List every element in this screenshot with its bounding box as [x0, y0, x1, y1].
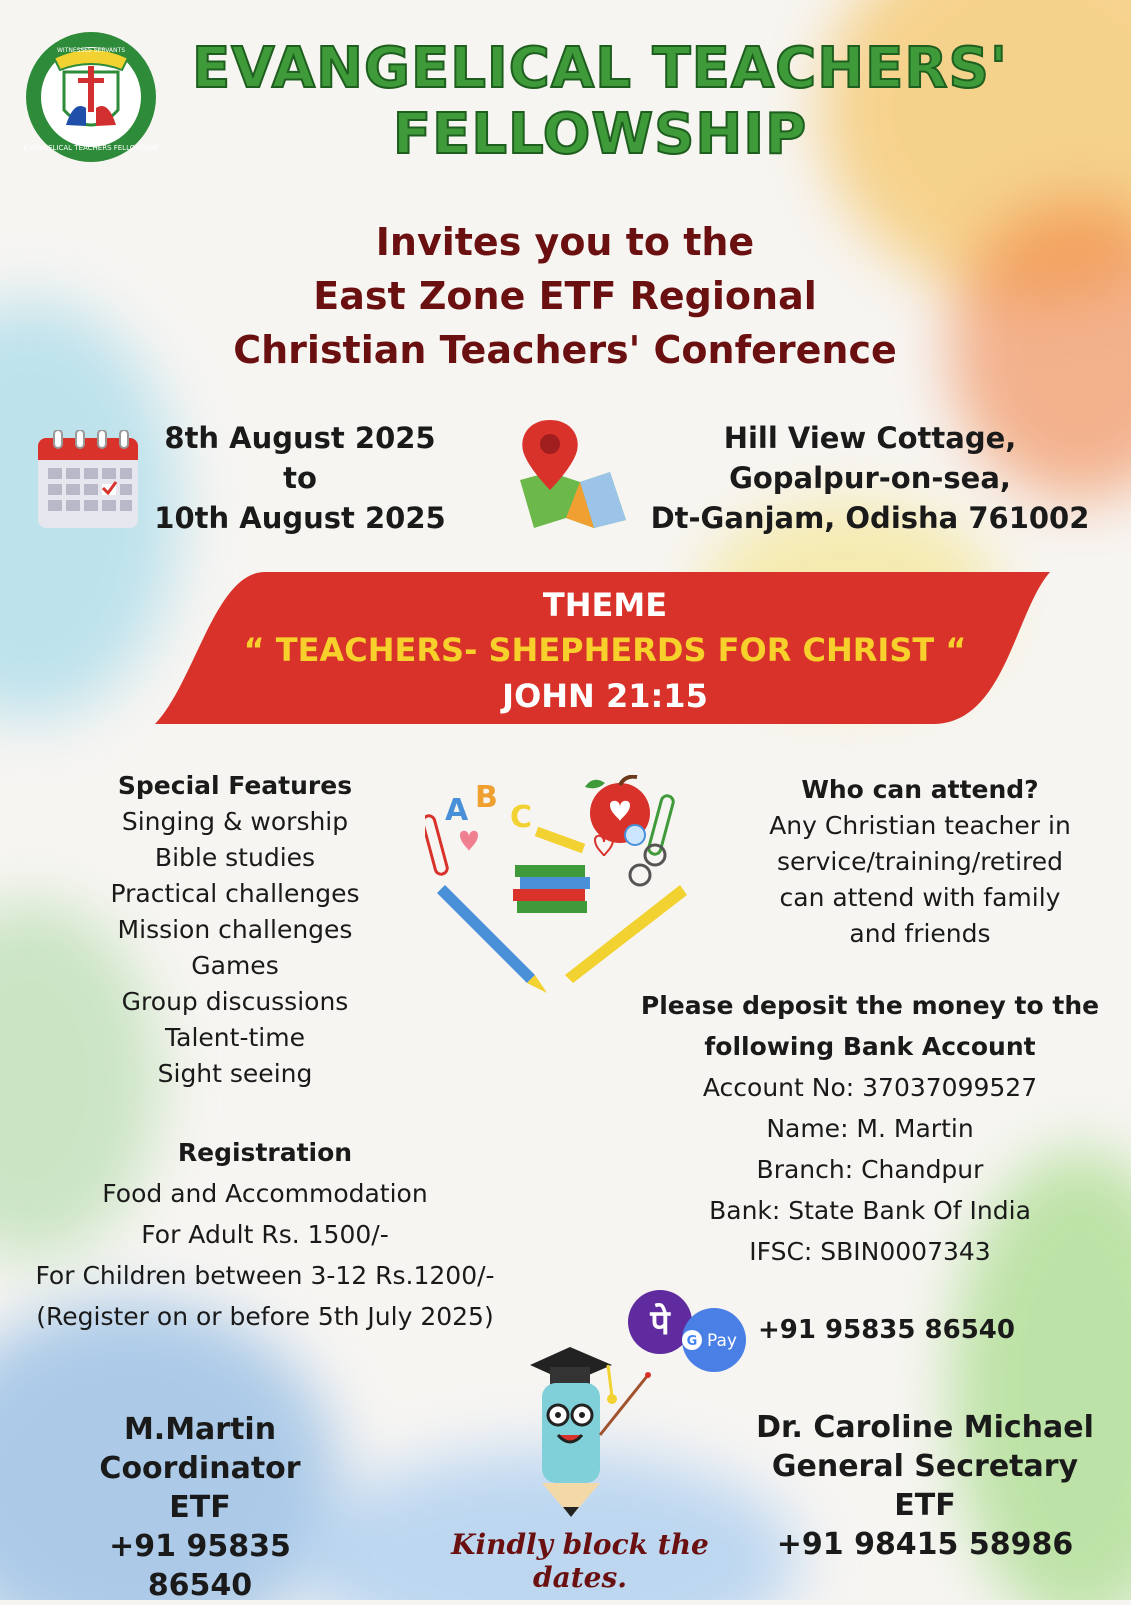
coordinator-contact — [60, 1410, 340, 1605]
venue-line1: Hill View Cottage, — [723, 421, 1017, 455]
coordinator-role: Coordinator — [99, 1451, 301, 1486]
theme-label: THEME — [542, 586, 668, 624]
phonepe-glyph: पे — [650, 1303, 670, 1343]
bank-account-number: Account No: 37037099527 — [702, 1073, 1038, 1102]
google-pay-icon — [682, 1308, 746, 1372]
svg-text:C: C — [510, 800, 533, 835]
school-supplies-heart-illustration — [425, 775, 690, 1000]
svg-text:A: A — [445, 793, 469, 828]
theme-block — [160, 583, 1050, 719]
bank-ifsc: IFSC: SBIN0007343 — [749, 1237, 991, 1266]
gpay-label: Pay — [707, 1331, 737, 1351]
calendar-icon — [36, 430, 140, 530]
event-venue — [650, 418, 1090, 538]
invite-line2: East Zone ETF Regional — [313, 274, 817, 318]
feature-item: Sight seeing — [157, 1059, 313, 1088]
page-title — [190, 36, 1010, 168]
secretary-role: General Secretary — [771, 1449, 1079, 1484]
special-features — [90, 768, 380, 1092]
pencil-mascot-illustration — [520, 1345, 660, 1520]
theme-verse: JOHN 21:15 — [502, 677, 708, 715]
secretary-phone: +91 98415 58986 — [776, 1527, 1074, 1562]
block-dates-note: Kindly block the dates. — [451, 1528, 709, 1594]
coordinator-org: ETF — [169, 1490, 231, 1525]
invite-line1: Invites you to the — [375, 220, 755, 264]
date-end: 10th August 2025 — [154, 501, 446, 535]
secretary-org: ETF — [894, 1488, 956, 1523]
who-line: Any Christian teacher in — [769, 811, 1071, 840]
date-to: to — [283, 461, 317, 495]
bank-branch: Branch: Chandpur — [756, 1155, 984, 1184]
venue-line3: Dt-Ganjam, Odisha 761002 — [650, 501, 1090, 535]
feature-item: Talent-time — [165, 1023, 305, 1052]
secretary-name: Dr. Caroline Michael — [756, 1410, 1094, 1445]
registration-line3: For Children between 3-12 Rs.1200/- — [35, 1261, 495, 1290]
features-heading: Special Features — [117, 771, 353, 800]
svg-text:G: G — [686, 1334, 698, 1349]
registration-heading: Registration — [177, 1138, 353, 1167]
logo-ring-text: EVANGELICAL TEACHERS FELLOWSHIP — [24, 144, 158, 152]
invitation-text — [150, 215, 980, 377]
general-secretary-contact — [740, 1408, 1110, 1564]
who-line: and friends — [849, 919, 991, 948]
bank-heading-line2: following Bank Account — [704, 1032, 1036, 1061]
coordinator-phone: +91 95835 86540 — [109, 1529, 291, 1603]
event-dates — [150, 418, 450, 538]
feature-item: Group discussions — [121, 987, 349, 1016]
registration-line1: Food and Accommodation — [102, 1179, 428, 1208]
feature-item: Singing & worship — [121, 807, 349, 836]
coordinator-name: M.Martin — [123, 1412, 277, 1447]
bank-heading-line1: Please deposit the money to the — [640, 991, 1100, 1020]
title-line1: EVANGELICAL TEACHERS' — [192, 36, 1008, 101]
registration-line2: For Adult Rs. 1500/- — [141, 1220, 389, 1249]
invite-line3: Christian Teachers' Conference — [233, 328, 897, 372]
bank-details — [640, 985, 1100, 1272]
feature-item: Games — [191, 951, 279, 980]
venue-line2: Gopalpur-on-sea, — [729, 461, 1011, 495]
etf-logo — [24, 30, 158, 164]
bank-name: Bank: State Bank Of India — [709, 1196, 1031, 1225]
who-heading: Who can attend? — [801, 775, 1039, 804]
registration — [10, 1132, 520, 1337]
who-can-attend — [755, 772, 1085, 952]
registration-line4: (Register on or before 5th July 2025) — [36, 1302, 494, 1331]
date-start: 8th August 2025 — [164, 421, 436, 455]
feature-item: Bible studies — [154, 843, 316, 872]
feature-item: Practical challenges — [110, 879, 360, 908]
title-line2: FELLOWSHIP — [392, 102, 808, 167]
who-line: can attend with family — [779, 883, 1061, 912]
bank-account-name: Name: M. Martin — [766, 1114, 974, 1143]
theme-quote: “ TEACHERS- SHEPHERDS FOR CHRIST “ — [243, 631, 967, 669]
map-pin-icon — [510, 420, 634, 530]
svg-text:B: B — [475, 780, 498, 815]
feature-item: Mission challenges — [117, 915, 353, 944]
who-line: service/training/retired — [776, 847, 1064, 876]
logo-top-text: WITNESSES SERVANTS — [57, 47, 125, 54]
payment-phone: +91 95835 86540 — [758, 1315, 1015, 1345]
